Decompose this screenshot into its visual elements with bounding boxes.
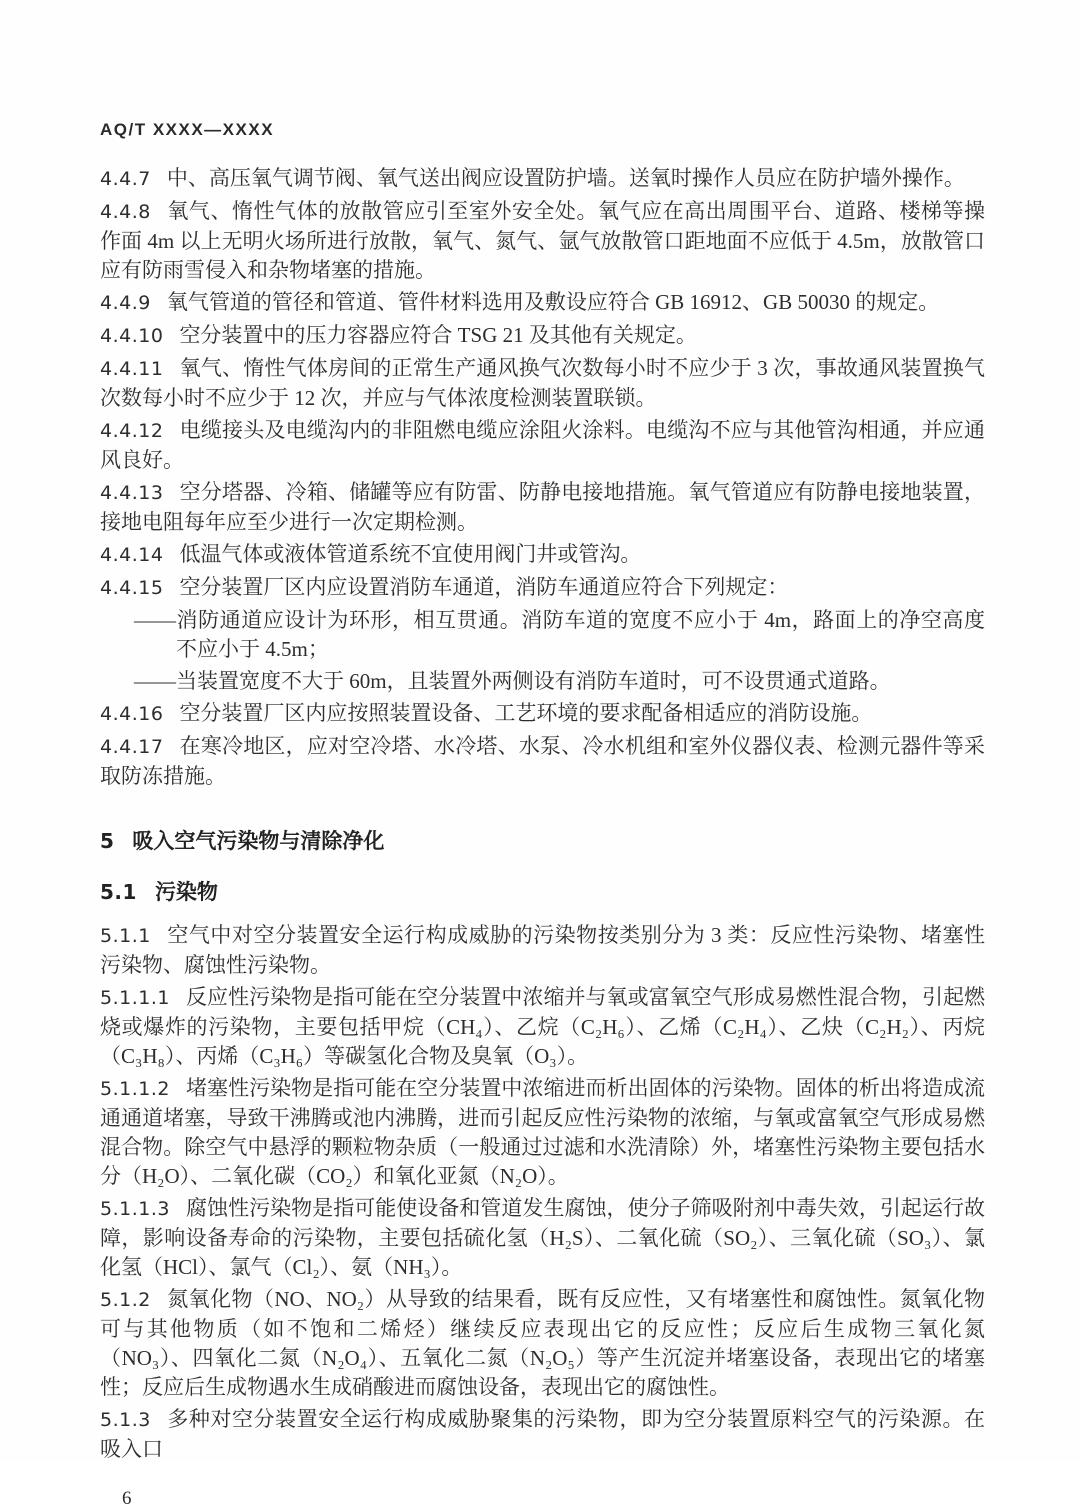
- clause-text: 反应性污染物是指可能在空分装置中浓缩并与氧或富氧空气形成易燃性混合物，引起燃烧或爆炸的污染物，主要包括甲烷（CH₄）、乙烷（C₂H₆）、乙烯（C₂H₄）、乙炔（C₂H₂）、丙烷（C₃H₈）、丙烯（C₃H₆）等碳氢化合物及臭氧（O₃）。: [100, 985, 985, 1068]
- clause-number: 4.4.12: [100, 420, 164, 442]
- section-heading: [100, 827, 985, 856]
- clause-text: 空气中对空分装置安全运行构成威胁的污染物按类别分为 3 类：反应性污染物、堵塞性污染物、腐蚀性污染物。: [100, 923, 985, 977]
- standard-number-header: AQ/T XXXX—XXXX: [100, 120, 275, 139]
- heading-text: 污染物: [154, 881, 218, 904]
- clause-text: 中、高压氧气调节阀、氧气送出阀应设置防护墙。送氧时操作人员应在防护墙外操作。: [166, 166, 965, 190]
- clause-number: 5.1.3: [100, 1409, 151, 1431]
- clause-paragraph: [100, 164, 985, 194]
- clause-paragraph: [100, 1194, 985, 1282]
- clause-paragraph: [100, 321, 985, 351]
- clause-paragraph: [100, 983, 985, 1071]
- clause-number: 4.4.10: [100, 325, 164, 347]
- dash-list-item: [100, 606, 985, 664]
- clause-text: 堵塞性污染物是指可能在空分装置中浓缩进而析出固体的污染物。固体的析出将造成流通通道堵塞，导致干沸腾或池内沸腾，进而引起反应性污染物的浓缩，与氧或富氧空气形成易燃混合物。除空气中悬浮的颗粒物杂质（一般通过过滤和水洗清除）外，堵塞性污染物主要包括水分（H₂O）、二氧化碳（CO₂）和氧化亚氮（N₂O）。: [100, 1076, 985, 1188]
- clause-number: 5.1.1.3: [100, 1198, 170, 1220]
- clause-text: 氧气、惰性气体的放散管应引至室外安全处。氧气应在高出周围平台、道路、楼梯等操作面 4m 以上无明火场所进行放散，氧气、氮气、氩气放散管口距地面不应低于 4.5m，放散管口应有防雨雪侵入和杂物堵塞的措施。: [100, 199, 985, 282]
- heading-text: 吸入空气污染物与清除净化: [132, 830, 385, 853]
- clause-paragraph: [100, 416, 985, 475]
- clause-text: 多种对空分装置安全运行构成威胁聚集的污染物，即为空分装置原料空气的污染源。在吸入口: [100, 1407, 985, 1461]
- document-body: [100, 164, 985, 1464]
- clause-paragraph: [100, 1074, 985, 1191]
- clause-text: 在寒冷地区，应对空冷塔、水冷塔、水泵、冷水机组和室外仪器仪表、检测元器件等采取防冻措施。: [100, 734, 985, 788]
- clause-number: 4.4.9: [100, 292, 151, 314]
- page-number: 6: [122, 1488, 132, 1509]
- clause-number: 5.1.2: [100, 1289, 151, 1311]
- clause-text: 电缆接头及电缆沟内的非阻燃电缆应涂阻火涂料。电缆沟不应与其他管沟相通，并应通风良好。: [100, 418, 985, 472]
- clause-paragraph: [100, 288, 985, 318]
- clause-number: 5.1.1: [100, 925, 151, 947]
- clause-paragraph: [100, 197, 985, 285]
- clause-paragraph: [100, 699, 985, 729]
- clause-paragraph: [100, 478, 985, 537]
- clause-number: 5.1.1.1: [100, 987, 170, 1009]
- clause-number: 4.4.16: [100, 703, 164, 725]
- clause-number: 5.1.1.2: [100, 1078, 170, 1100]
- clause-text: 氮氧化物（NO、NO₂）从导致的结果看，既有反应性，又有堵塞性和腐蚀性。氮氧化物可与其他物质（如不饱和二烯烃）继续反应表现出它的反应性；反应后生成物三氧化氮（NO₃）、四氧化二氮（N₂O₄）、五氧化二氮（N₂O₅）等产生沉淀并堵塞设备，表现出它的堵塞性；反应后生成物遇水生成硝酸进而腐蚀设备，表现出它的腐蚀性。: [100, 1287, 985, 1399]
- clause-number: 5.1: [100, 880, 137, 904]
- clause-paragraph: [100, 573, 985, 603]
- subsection-heading: [100, 878, 985, 907]
- clause-paragraph: [100, 921, 985, 980]
- clause-text: ——消防通道应设计为环形，相互贯通。消防车道的宽度不应小于 4m，路面上的净空高度不应小于 4.5m；: [134, 608, 985, 661]
- clause-paragraph: [100, 540, 985, 570]
- dash-list-item: [100, 667, 985, 696]
- clause-paragraph: [100, 732, 985, 791]
- clause-paragraph: [100, 1405, 985, 1464]
- clause-number: 4.4.7: [100, 168, 151, 190]
- clause-text: 氧气管道的管径和管道、管件材料选用及敷设应符合 GB 16912、GB 50030 的规定。: [166, 290, 940, 314]
- clause-text: 氧气、惰性气体房间的正常生产通风换气次数每小时不应少于 3 次，事故通风装置换气次数每小时不应少于 12 次，并应与气体浓度检测装置联锁。: [100, 356, 985, 410]
- clause-number: 5: [100, 829, 115, 853]
- clause-text: 空分塔器、冷箱、储罐等应有防雷、防静电接地措施。氧气管道应有防静电接地装置，接地电阻每年应至少进行一次定期检测。: [100, 480, 985, 534]
- clause-paragraph: [100, 1285, 985, 1402]
- clause-text: 腐蚀性污染物是指可能使设备和管道发生腐蚀，使分子筛吸附剂中毒失效，引起运行故障，影响设备寿命的污染物，主要包括硫化氢（H₂S）、二氧化硫（SO₂）、三氧化硫（SO₃）、氯化氢（HCl）、氯气（Cl₂）、氨（NH₃）。: [100, 1196, 985, 1279]
- clause-text: 低温气体或液体管道系统不宜使用阀门井或管沟。: [179, 542, 642, 566]
- clause-text: 空分装置厂区内应设置消防车通道，消防车通道应符合下列规定：: [179, 575, 789, 599]
- clause-number: 4.4.8: [100, 201, 151, 223]
- clause-number: 4.4.11: [100, 358, 164, 380]
- clause-text: ——当装置宽度不大于 60m，且装置外两侧设有消防车道时，可不设贯通式道路。: [134, 669, 891, 693]
- clause-paragraph: [100, 354, 985, 413]
- clause-text: 空分装置中的压力容器应符合 TSG 21 及其他有关规定。: [179, 323, 697, 347]
- clause-number: 4.4.17: [100, 736, 164, 758]
- clause-number: 4.4.13: [100, 482, 164, 504]
- clause-number: 4.4.14: [100, 544, 164, 566]
- clause-number: 4.4.15: [100, 577, 164, 599]
- clause-text: 空分装置厂区内应按照装置设备、工艺环境的要求配备相适应的消防设施。: [179, 701, 873, 725]
